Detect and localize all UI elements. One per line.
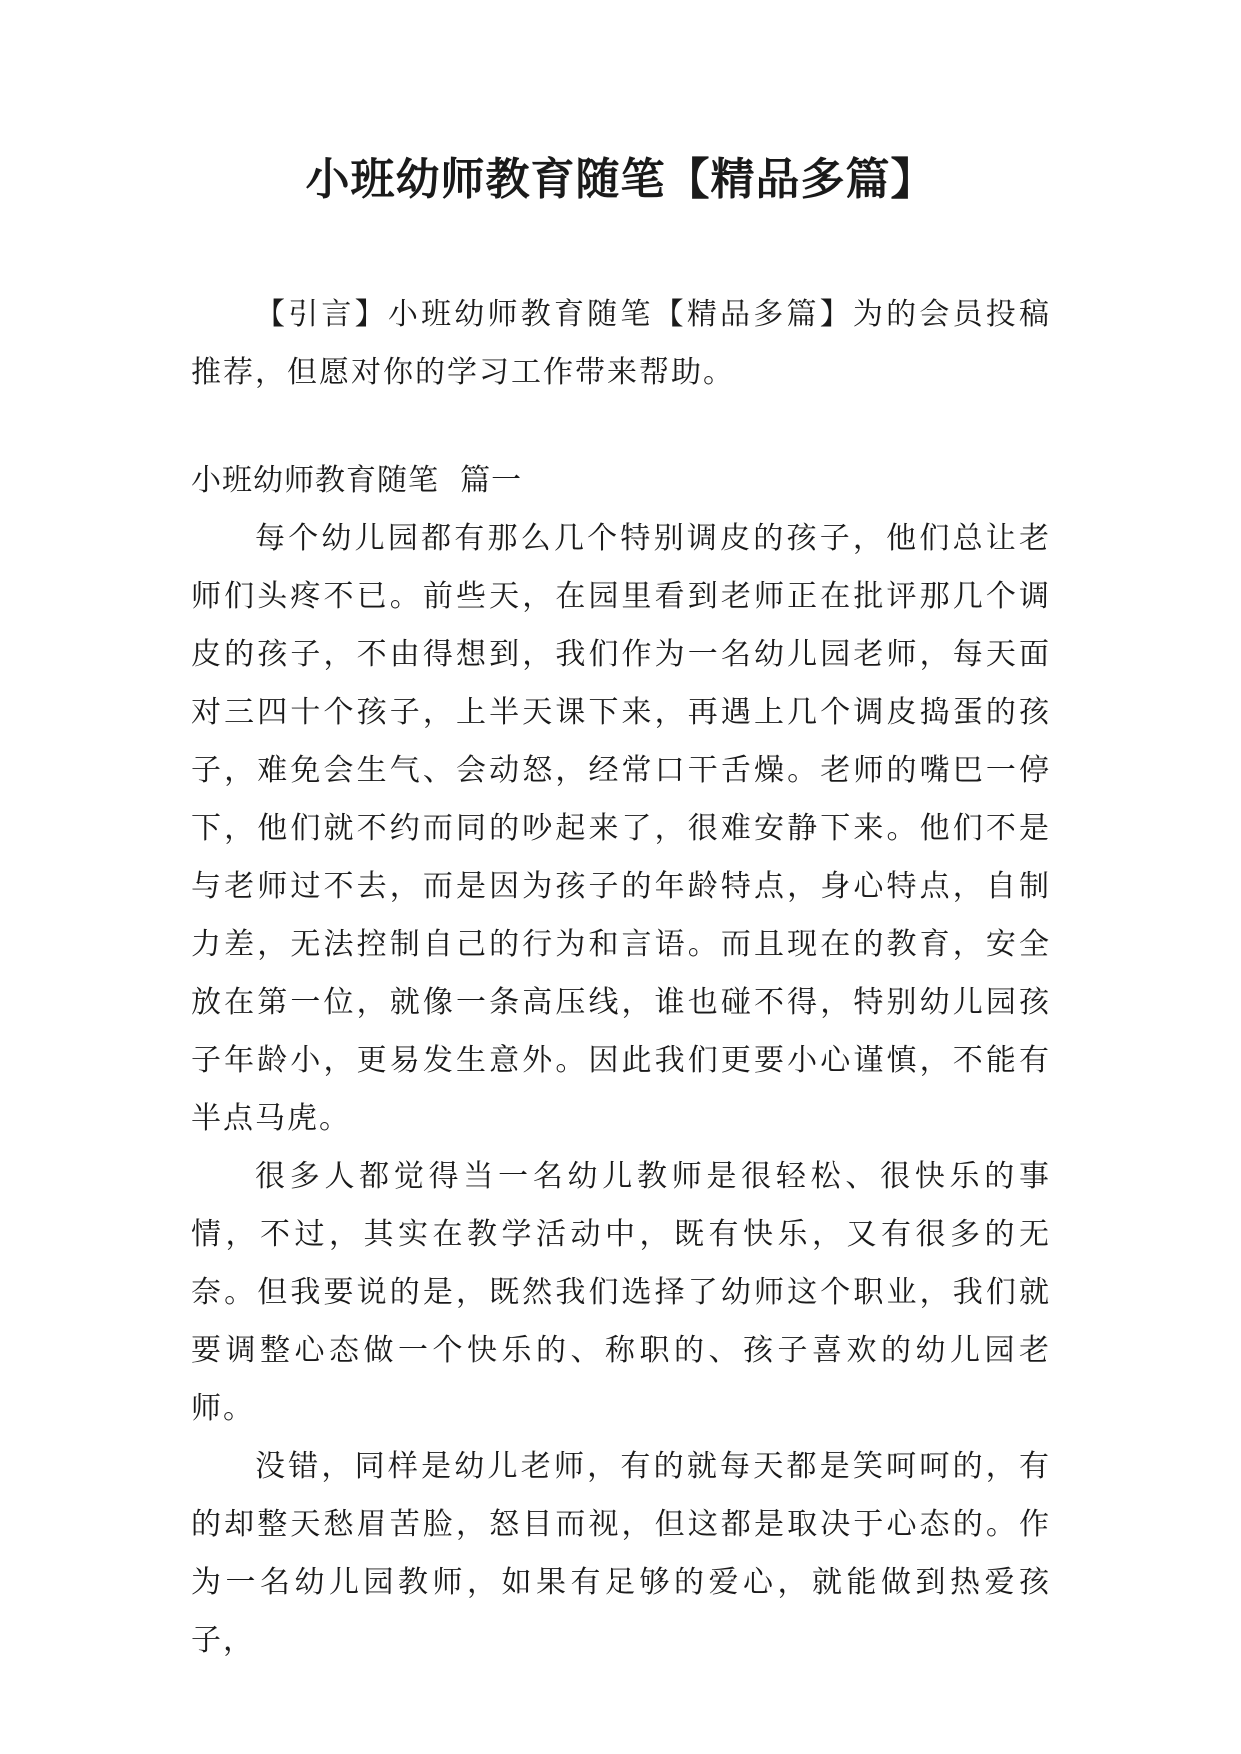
- body-paragraph-3: 没错，同样是幼儿老师，有的就每天都是笑呵呵的，有的却整天愁眉苦脸，怒目而视，但这都是取决于心态的。作为一名幼儿园教师，如果有足够的爱心，就能做到热爱孩子，: [191, 1449, 1051, 1658]
- body-paragraph-1: 每个幼儿园都有那么几个特别调皮的孩子，他们总让老师们头疼不已。前些天，在园里看到老师正在批评那几个调皮的孩子，不由得想到，我们作为一名幼儿园老师，每天面对三四十个孩子，上半天课下来，再遇上几个调皮捣蛋的孩子，难免会生气、会动怒，经常口干舌燥。老师的嘴巴一停下，他们就不约而同的吵起来了，很难安静下来。他们不是与老师过不去，而是因为孩子的年龄特点，身心特点，自制力差，无法控制自己的行为和言语。而且现在的教育，安全放在第一位，就像一条高压线，谁也碰不得，特别幼儿园孩子年龄小，更易发生意外。因此我们更要小心谨慎，不能有半点马虎。: [191, 521, 1051, 1136]
- document-title: 小班幼师教育随笔【精品多篇】: [305, 154, 936, 205]
- section-heading: 小班幼师教育随笔 篇一: [191, 463, 523, 498]
- intro-paragraph: 【引言】小班幼师教育随笔【精品多篇】为的会员投稿推荐，但愿对你的学习工作带来帮助。: [191, 297, 1051, 390]
- document-body: [191, 286, 1051, 1670]
- body-paragraph-2: 很多人都觉得当一名幼儿教师是很轻松、很快乐的事情，不过，其实在教学活动中，既有快乐，又有很多的无奈。但我要说的是，既然我们选择了幼师这个职业，我们就要调整心态做一个快乐的、称职的、孩子喜欢的幼儿园老师。: [191, 1159, 1051, 1426]
